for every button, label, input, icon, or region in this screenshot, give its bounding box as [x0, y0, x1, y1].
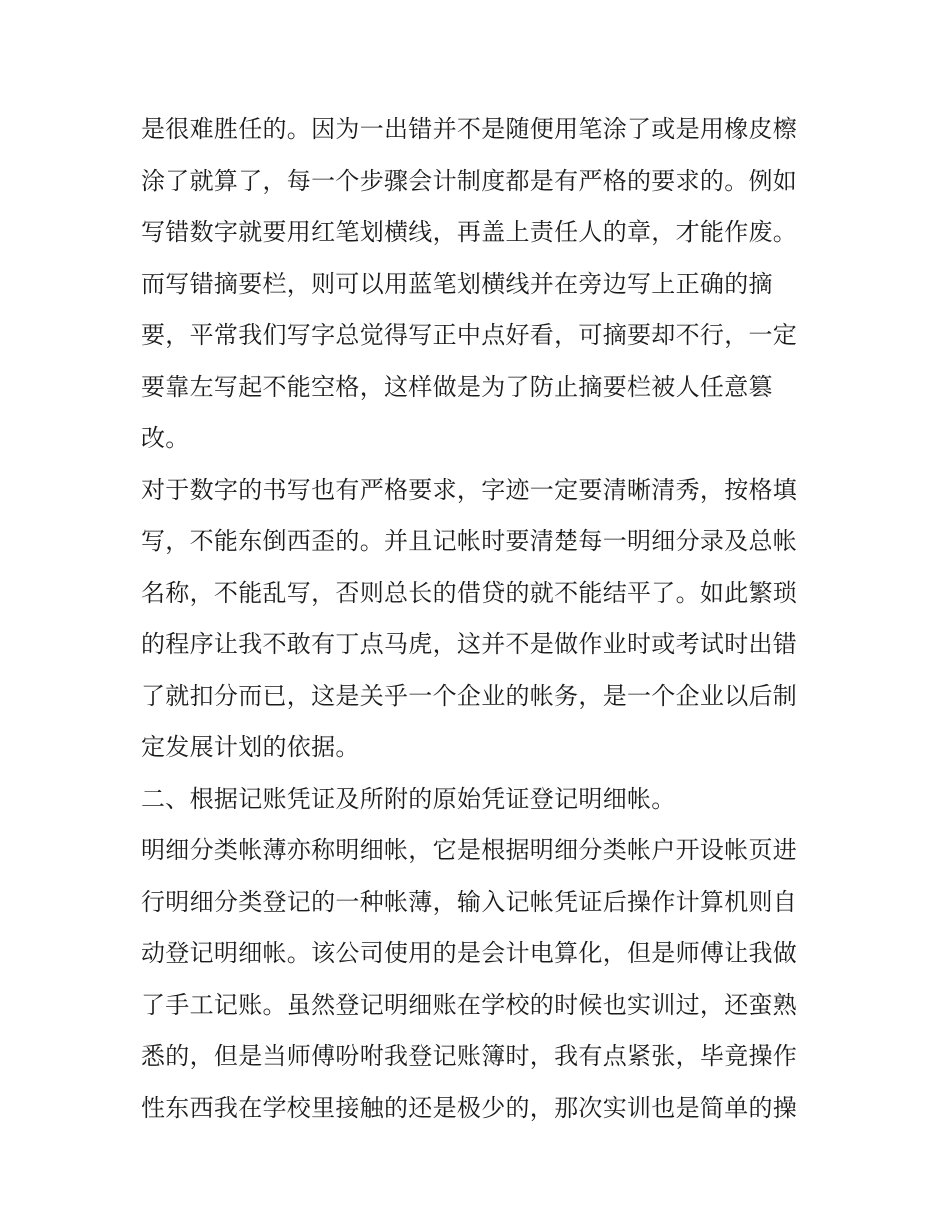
text-line-15: 明细分类帐薄亦称明细帐，它是根据明细分类帐户开设帐页进 [141, 836, 798, 864]
text-line-4: 而写错摘要栏，则可以用蓝笔划横线并在旁边写上正确的摘 [141, 269, 773, 298]
text-line-16: 行明细分类登记的一种帐薄，输入记帐凭证后操作计算机则自 [141, 887, 798, 916]
body-text [141, 104, 813, 1134]
text-line-20: 性东西我在学校里接触的还是极少的，那次实训也是简单的操 [141, 1093, 798, 1122]
text-line-8: 对于数字的书写也有严格要求，字迹一定要清晰清秀，按格填 [141, 475, 798, 504]
text-line-6: 要靠左写起不能空格，这样做是为了防止摘要栏被人任意篡 [141, 372, 773, 401]
text-line-2: 涂了就算了，每一个步骤会计制度都是有严格的要求的。例如 [141, 166, 798, 195]
text-line-12: 了就扣分而已，这是关乎一个企业的帐务，是一个企业以后制 [141, 681, 798, 710]
text-line-17: 动登记明细帐。该公司使用的是会计电算化，但是师傅让我做 [141, 939, 798, 967]
text-line-9: 写，不能东倒西歪的。并且记帐时要清楚每一明细分录及总帐 [141, 527, 798, 555]
text-line-10: 名称，不能乱写，否则总长的借贷的就不能结平了。如此繁琐 [141, 578, 798, 607]
text-line-5: 要，平常我们写字总觉得写正中点好看，可摘要却不行，一定 [141, 321, 798, 349]
text-line-19: 悉的，但是当师傅吩咐我登记账簿时，我有点紧张，毕竟操作 [141, 1042, 798, 1070]
section-heading: 二、根据记账凭证及所附的原始凭证登记明细帐。 [141, 784, 676, 813]
text-line-3: 写错数字就要用红笔划横线，再盖上责任人的章，才能作废。 [141, 218, 798, 246]
text-line-1: 是很难胜任的。因为一出错并不是随便用笔涂了或是用橡皮檫 [141, 115, 798, 143]
text-line-18: 了手工记账。虽然登记明细账在学校的时候也实训过，还蛮熟 [141, 990, 798, 1019]
text-line-13: 定发展计划的依据。 [141, 733, 360, 761]
text-line-11: 的程序让我不敢有丁点马虎，这并不是做作业时或考试时出错 [141, 630, 798, 658]
text-line-7: 改。 [141, 424, 190, 452]
